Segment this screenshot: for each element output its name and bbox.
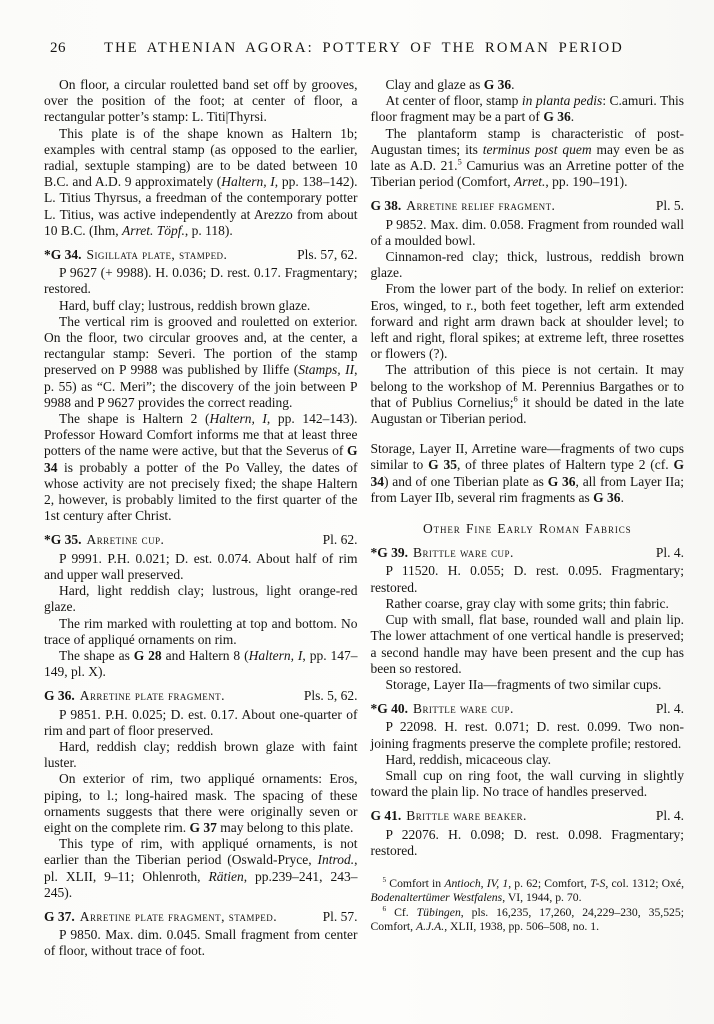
entry-title: Arretine plate fragment, stamped.	[79, 908, 278, 924]
paragraph: Cup with small, flat base, rounded wall and plain lip. The lower attachment of one vertical handle is preserved; a second handle may have been present and the cup has been so restored.	[370, 612, 684, 676]
paragraph: P 9850. Max. dim. 0.045. Small fragment from center of floor, without trace of foot.	[44, 927, 358, 959]
entry-heading-text	[371, 808, 527, 824]
entry-number: G 38.	[370, 198, 402, 214]
catalog-entry-heading	[44, 909, 358, 925]
entry-number: *G 34.	[44, 247, 82, 263]
paragraph: Small cup on ring foot, the wall curving in slightly toward the plain lip. No trace of handles preserved.	[370, 767, 684, 800]
entry-heading-text	[44, 909, 277, 925]
entry-heading-text	[371, 701, 514, 717]
catalog-entry-heading	[371, 701, 685, 717]
entry-title: Brittle ware beaker.	[406, 808, 527, 824]
plate-reference: Pls. 57, 62.	[297, 247, 358, 263]
plate-reference: Pl. 4.	[655, 545, 684, 561]
paragraph: P 22098. H. rest. 0.071; D. rest. 0.099. Two non-joining fragments preserve the complete profile; restored.	[370, 719, 684, 751]
catalog-entry-heading	[44, 532, 358, 548]
plate-reference: Pl. 4.	[655, 701, 684, 717]
paragraph: From the lower part of the body. In relief on exterior: Eros, winged, to r., both feet together, left arm extended forward and right arm drawn back at shoulder level; to left and right, floral spikes; at extreme left, three rosettes or flowers (?).	[370, 281, 684, 362]
entry-heading-text	[371, 545, 514, 561]
catalog-entry-heading	[371, 808, 685, 824]
paragraph: The vertical rim is grooved and rouletted on exterior. On the floor, two circular grooves and, at the center, a rectangular stamp: Severi. The portion of the stamp preserved on P 9988 was published by Iliffe (Stamps, II, p. 55) as “C. Meri”; the discovery of the join between P 9988 and P 9627 provides the correct reading.	[44, 313, 358, 410]
entry-title: Brittle ware cup.	[413, 545, 514, 561]
paragraph: P 9627 (+ 9988). H. 0.036; D. rest. 0.17. Fragmentary; restored.	[44, 265, 358, 297]
text-columns	[44, 77, 684, 960]
left-column	[44, 77, 358, 960]
entry-number: *G 40.	[370, 701, 409, 717]
entry-number: *G 35.	[44, 532, 82, 548]
paragraph: Storage, Layer II, Arretine ware—fragments of two cups similar to G 35, of three plates of Haltern type 2 (cf. G 34) and of one Tiberian plate as G 36, all from Layer IIa; from Layer IIb, several rim fragments as G 36.	[370, 441, 684, 505]
paragraph: The attribution of this piece is not certain. It may belong to the workshop of M. Perennius Bargathes or to that of Publius Cornelius;$^6$ it should be dated in the late Augustan or Tiberian period.	[370, 362, 684, 427]
entry-title: Arretine plate fragment.	[79, 688, 225, 704]
catalog-entry-heading	[44, 247, 358, 263]
plate-reference: Pl. 4.	[655, 808, 684, 824]
paragraph: On floor, a circular rouletted band set off by grooves, over the position of the foot; at center of floor, a rectangular potter’s stamp: L. Titi|Thyrsi.	[44, 77, 358, 125]
plate-reference: Pl. 5.	[655, 198, 684, 214]
footnotes	[371, 877, 685, 935]
paragraph: At center of floor, stamp in planta pedis: C.amuri. This floor fragment may be a part of G 36.	[370, 93, 684, 125]
right-column	[371, 77, 685, 960]
plate-reference: Pls. 5, 62.	[303, 688, 358, 704]
entry-title: Brittle ware cup.	[413, 701, 514, 717]
page-header	[44, 40, 684, 62]
entry-heading-text	[44, 532, 164, 548]
entry-number: G 36.	[44, 688, 75, 704]
entry-number: G 37.	[44, 908, 75, 924]
paragraph: This plate is of the shape known as Haltern 1b; examples with central stamp (as opposed to the earlier, radial, sextuple stamping) are to be dated between 10 B.C. and A.D. 9 approximately (Haltern, I, pp. 138–142). L. Titius Thyrsus, a freedman of the contemporary potter L. Titius, was active independently at Arezzo from about 10 B.C. (Ihm, Arret. Töpf., p. 118).	[44, 125, 358, 238]
footnote: $^5$ Comfort in Antioch, IV, 1, p. 62; Comfort, T-S, col. 1312; Oxé, Bodenaltertümer Westfalens, VI, 1944, p. 70.	[370, 876, 684, 905]
entry-number: G 41.	[370, 808, 402, 824]
entry-title: Sigillata plate, stamped.	[86, 247, 228, 263]
running-title: THE ATHENIAN AGORA: POTTERY OF THE ROMAN PERIOD	[104, 40, 624, 56]
paragraph: The shape is Haltern 2 (Haltern, I, pp. 142–143). Professor Howard Comfort informs me that at least three potters of the name were active, but that the Severus of G 34 is probably a potter of the Po Valley, the dates of whose activity are not precisely fixed; the shape Haltern 2, however, is probably limited to the first quarter of the 1st century after Christ.	[44, 411, 358, 524]
paragraph: This type of rim, with appliqué ornaments, is not earlier than the Tiberian period (Oswald-Pryce, Introd., pl. XLII, 9–11; Ohlenroth, Rätien, pp.239–241, 243–245).	[44, 836, 358, 900]
entry-title: Arretine cup.	[86, 532, 165, 548]
catalog-entry-heading	[371, 545, 685, 561]
entry-title: Arretine relief fragment.	[406, 198, 556, 214]
paragraph: P 11520. H. 0.055; D. rest. 0.095. Fragmentary; restored.	[370, 563, 684, 595]
paragraph: Hard, light reddish clay; lustrous, light orange-red glaze.	[44, 583, 358, 615]
page-number: 26	[50, 40, 66, 56]
paragraph: The plantaform stamp is characteristic of post-Augustan times; its terminus post quem may even be as late as A.D. 21.$^5$ Camurius was an Arretine potter of the Tiberian period (Comfort, Arret., pp. 190–191).	[370, 125, 685, 190]
paragraph: Rather coarse, gray clay with some grits; thin fabric.	[385, 595, 669, 611]
entry-number: *G 39.	[370, 545, 409, 561]
paragraph: Hard, buff clay; lustrous, reddish brown glaze.	[59, 297, 311, 313]
paragraph: P 9851. P.H. 0.025; D. est. 0.17. About one-quarter of rim and part of floor preserved.	[44, 706, 358, 738]
plate-reference: Pl. 57.	[322, 908, 358, 924]
paragraph: Storage, Layer IIa—fragments of two similar cups.	[385, 676, 662, 692]
entry-heading-text	[44, 247, 227, 263]
section-heading: Other Fine Early Roman Fabrics	[422, 521, 632, 537]
catalog-entry-heading	[371, 198, 685, 214]
paragraph: Clay and glaze as G 36.	[385, 77, 515, 92]
paragraph: P 22076. H. 0.098; D. rest. 0.098. Fragmentary; restored.	[370, 826, 684, 858]
paragraph: P 9991. P.H. 0.021; D. est. 0.074. About half of rim and upper wall preserved.	[44, 550, 358, 582]
paragraph: On exterior of rim, two appliqué ornaments: Eros, piping, to l.; long-haired mask. The spacing of these ornaments suggests that there were originally seven or eight on the complete rim. G 37 may belong to this plate.	[44, 771, 358, 835]
paragraph: The rim marked with rouletting at top and bottom. No trace of appliqué ornaments on rim.	[44, 615, 358, 647]
paragraph: The shape as G 28 and Haltern 8 (Haltern, I, pp. 147–149, pl. X).	[44, 647, 358, 680]
entry-heading-text	[371, 198, 556, 214]
plate-reference: Pl. 62.	[322, 532, 358, 548]
catalog-entry-heading	[44, 688, 358, 704]
entry-heading-text	[44, 688, 225, 704]
paragraph: P 9852. Max. dim. 0.058. Fragment from rounded wall of a moulded bowl.	[370, 216, 684, 248]
paragraph: Hard, reddish, micaceous clay.	[385, 751, 552, 767]
paragraph: Hard, reddish clay; reddish brown glaze with faint luster.	[44, 738, 358, 771]
paragraph: Cinnamon-red clay; thick, lustrous, reddish brown glaze.	[370, 249, 684, 281]
footnote: $^6$ Cf. Tübingen, pls. 16,235, 17,260, 24,229–230, 35,525; Comfort, A.J.A., XLII, 1938, pp. 506–508, no. 1.	[370, 905, 684, 934]
